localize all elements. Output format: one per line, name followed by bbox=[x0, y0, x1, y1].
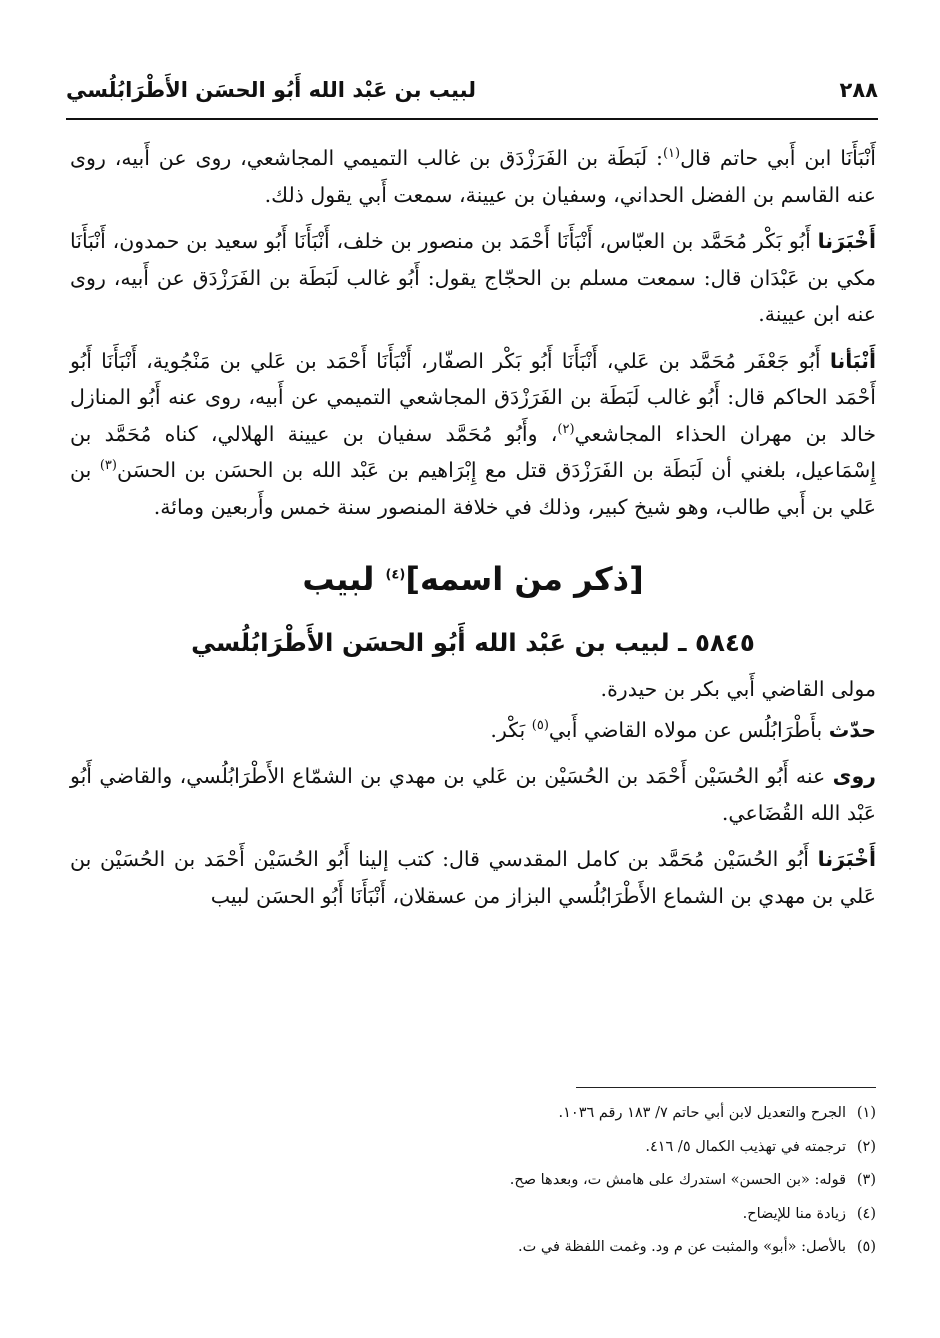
paragraph-text: بن عَلي بن أَبي طالب، وهو شيخ كبير، وذلك في خلافة المنصور سنة خمس وأَربعين ومائة. bbox=[70, 458, 876, 519]
footnote-item bbox=[70, 1231, 876, 1265]
paragraph-anbana bbox=[70, 343, 876, 526]
paragraph-text: : لَبَطَة بن الفَرَزْدَق بن غالب التميمي المجاشعي، روى عن أَبيه، روى عنه القاسم بن الفضل الحداني، وسفيان بن عيينة، سمعت أَبي يقول ذلك. bbox=[70, 146, 876, 207]
footnote-ref[interactable]: (١) bbox=[662, 146, 681, 162]
footnote-ref[interactable]: (٣) bbox=[99, 458, 117, 474]
footnote-number: (١) bbox=[856, 1105, 876, 1121]
paragraph-rawa bbox=[70, 758, 876, 831]
footnote-text: قوله: «بن الحسن» استدرك على هامش ت، وبعدها صح. bbox=[509, 1172, 846, 1188]
page-number: ٢٨٨ bbox=[839, 78, 878, 102]
footnote-ref[interactable]: (٢) bbox=[557, 421, 575, 437]
paragraph-lead-word: روى bbox=[832, 764, 876, 788]
footnotes bbox=[70, 1097, 876, 1265]
entry-line-haddath bbox=[70, 712, 876, 749]
paragraph-text: بأَطْرَابُلُس عن مولاه القاضي أَبي bbox=[548, 717, 829, 742]
footnote-number: (٢) bbox=[856, 1138, 876, 1155]
paragraph-text: أَنْبَأَنَا ابن أَبي حاتم قال bbox=[680, 146, 876, 170]
paragraph-lead-word: أَخْبَرَنا bbox=[817, 847, 876, 871]
footnote-item bbox=[70, 1097, 876, 1131]
paragraph-text: عنه أَبُو الحُسَيْن أَحْمَد بن الحُسَيْن بن عَلي بن مهدي بن الشمّاع الأَطْرَابُلُسي، والقاضي أَبُو عَبْد الله القُضَاعي. bbox=[70, 764, 876, 825]
footnote-ref[interactable]: (٤) bbox=[385, 567, 406, 583]
footnote-number: (٥) bbox=[856, 1239, 876, 1255]
footnote-text: الجرح والتعديل لابن أبي حاتم ٧/ ١٨٣ رقم ١٠٣٦. bbox=[558, 1105, 846, 1121]
footnote-number: (٣) bbox=[856, 1172, 876, 1188]
entry-title: ٥٨٤٥ ـ لبيب بن عَبْد الله أَبُو الحسَن الأَطْرَابُلُسي bbox=[191, 628, 755, 657]
running-title: لبيب بن عَبْد الله أَبُو الحسَن الأَطْرَابُلُسي bbox=[66, 78, 477, 102]
paragraph-lead-word: حدّث bbox=[828, 717, 876, 742]
footnote-item bbox=[70, 1131, 876, 1165]
footnote-rule bbox=[576, 1087, 876, 1088]
entry-line-mawla bbox=[70, 671, 876, 708]
paragraph-lead-word: أَنْبَأنا bbox=[829, 348, 876, 373]
footnote-number: (٤) bbox=[856, 1205, 876, 1222]
paragraph-ibn-abi-hatim bbox=[70, 140, 876, 213]
footnote-item bbox=[70, 1164, 876, 1198]
footnote-text: ترجمته في تهذيب الكمال ٥/ ٤١٦. bbox=[645, 1138, 846, 1155]
paragraph-lead-word: أَخْبَرَنا bbox=[817, 229, 876, 253]
paragraph-text: ، وأَبُو مُحَمَّد سفيان بن عيينة الهلالي، كناه مُحَمَّد بن إِسْمَاعيل، بلغني أن لَبَطَة بن الفَرَزْدَق قتل مع إِبْرَاهيم بن عَبْد الله بن الحسَن بن الحسَن bbox=[70, 421, 877, 482]
section-heading bbox=[70, 557, 876, 601]
footnote-item bbox=[70, 1198, 876, 1232]
page-header bbox=[66, 66, 878, 114]
footnote-ref[interactable]: (٥) bbox=[531, 717, 549, 733]
footnote-text: بالأصل: «أبو» والمثبت عن م ود. وغمت اللفظة في ت. bbox=[518, 1239, 846, 1255]
paragraph-akhbarana-2 bbox=[70, 841, 876, 914]
paragraph-text: مولى القاضي أَبي بكر بن حيدرة. bbox=[600, 677, 876, 701]
footnote-text: زيادة منا للإيضاح. bbox=[742, 1205, 846, 1222]
paragraph-text: أَبُو جَعْفَر مُحَمَّد بن عَلي، أَنْبَأَنَا أَبُو بَكْر الصفّار، أَنْبَأَنَا أَحْمَد بن عَلي بن مَنْجُوية، أَنْبَأَنَا أَبُو أَحْمَد الحاكم قال: أَبُو غالب لَبَطَة بن الفَرَزْدَق المجاشعي التميمي عن أَبيه، روى عنه أَبُو المنازل خالد بن مهران الحذاء المجاشعي bbox=[70, 348, 876, 446]
paragraph-akhbarana-1 bbox=[70, 223, 876, 333]
main-text bbox=[70, 140, 876, 924]
paragraph-text: أَبُو بَكْر مُحَمَّد بن العبّاس، أَنْبَأَنَا أَحْمَد بن منصور بن خلف، أَنْبَأَنَا أَبُو سعيد بن حمدون، أَنْبَأَنَا مكي بن عَبْدَان قال: سمعت مسلم بن الحجّاج يقول: أَبُو غالب لَبَطَة بن الفَرَزْدَق عن أَبيه، روى عنه ابن عيينة. bbox=[70, 229, 876, 326]
section-heading-name: لبيب bbox=[302, 560, 386, 598]
header-rule bbox=[66, 118, 878, 120]
section-heading-text: [ذكر من اسمه] bbox=[405, 560, 644, 598]
paragraph-text: أَبُو الحُسَيْن مُحَمَّد بن كامل المقدسي قال: كتب إلينا أَبُو الحُسَيْن أَحْمَد بن الحُسَيْن بن عَلي بن مهدي بن الشماع الأَطْرَابُلُسي البزاز من عسقلان، أَنْبَأَنَا أَبُو الحسَن لبيب bbox=[70, 847, 876, 908]
paragraph-text: بَكْر. bbox=[490, 717, 532, 742]
